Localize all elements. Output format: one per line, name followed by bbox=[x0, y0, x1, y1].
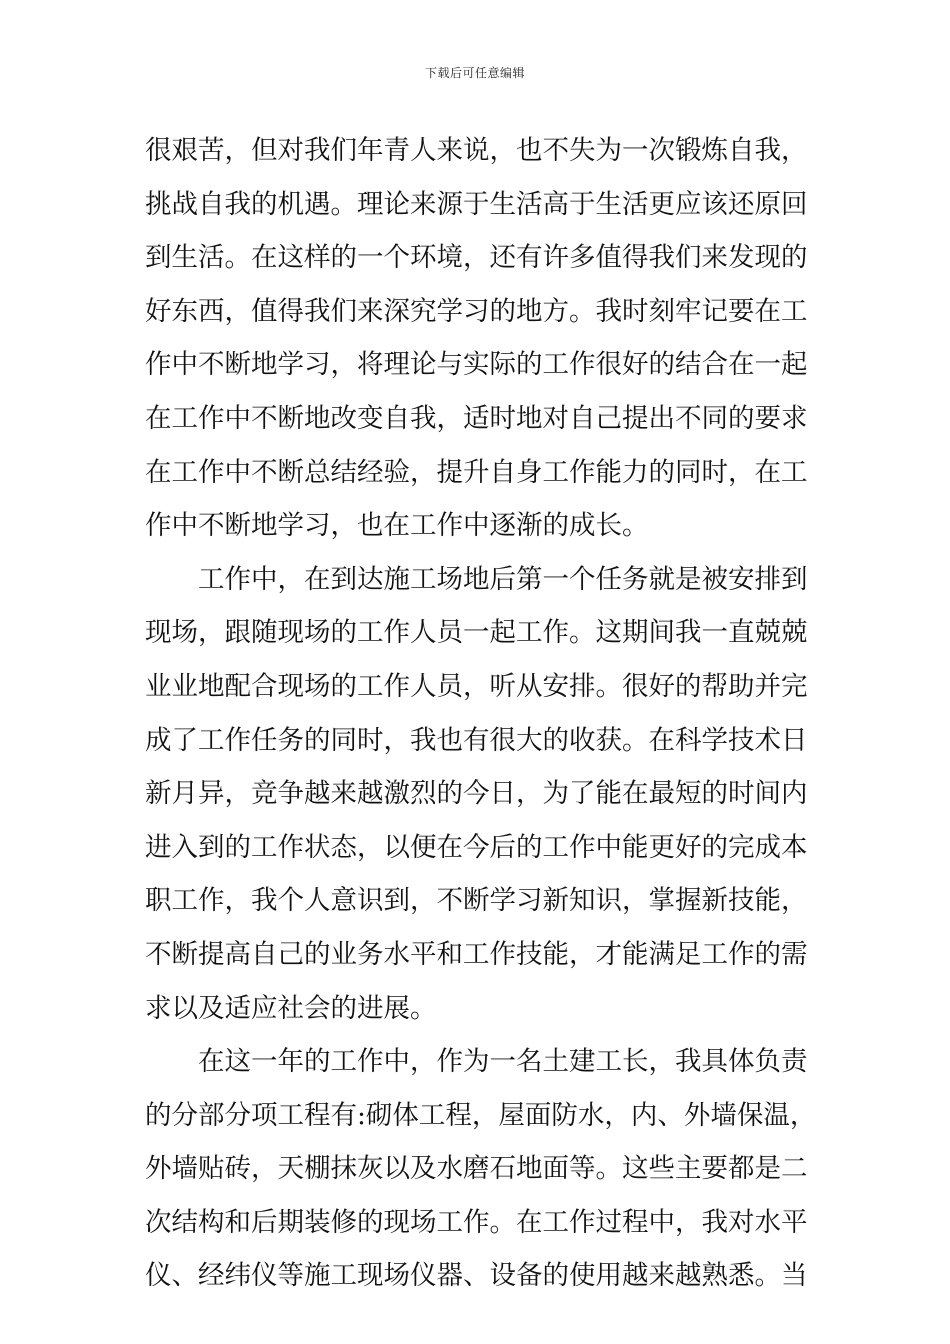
text-line: 业业地配合现场的工作人员，听从安排。很好的帮助并完 bbox=[145, 670, 808, 702]
text-line: 进入到的工作状态，以便在今后的工作中能更好的完成本 bbox=[145, 831, 808, 863]
text-line: 外墙贴砖，天棚抹灰以及水磨石地面等。这些主要都是二 bbox=[145, 1153, 808, 1185]
paragraph-1 bbox=[145, 124, 807, 553]
text-line: 挑战自我的机遇。理论来源于生活高于生活更应该还原回 bbox=[145, 188, 808, 220]
paragraph-3 bbox=[145, 1035, 817, 1303]
text-line: 在这一年的工作中，作为一名土建工长，我具体负责 bbox=[198, 1046, 808, 1078]
text-line: 作中不断地学习，将理论与实际的工作很好的结合在一起 bbox=[145, 349, 808, 381]
text-line: 成了工作任务的同时，我也有很大的收获。在科学技术日 bbox=[145, 724, 808, 756]
text-line: 职工作，我个人意识到，不断学习新知识，掌握新技能， bbox=[145, 885, 808, 917]
text-line: 在工作中不断总结经验，提升自身工作能力的同时，在工 bbox=[145, 456, 808, 488]
text-line: 新月异，竞争越来越激烈的今日，为了能在最短的时间内 bbox=[145, 778, 808, 810]
text-line: 工作中，在到达施工场地后第一个任务就是被安排到 bbox=[198, 563, 808, 595]
paragraph-2 bbox=[145, 553, 807, 1035]
header-note: 下载后可任意编辑 bbox=[424, 66, 525, 80]
text-line: 的分部分项工程有:砌体工程，屋面防水，内、外墙保温， bbox=[145, 1099, 817, 1131]
text-line: 好东西，值得我们来深究学习的地方。我时刻牢记要在工 bbox=[145, 295, 808, 327]
text-line: 作中不断地学习，也在工作中逐渐的成长。 bbox=[145, 510, 649, 542]
text-line: 不断提高自己的业务水平和工作技能，才能满足工作的需 bbox=[145, 938, 808, 970]
text-line: 仪、经纬仪等施工现场仪器、设备的使用越来越熟悉。当 bbox=[145, 1260, 808, 1292]
text-line: 次结构和后期装修的现场工作。在工作过程中，我对水平 bbox=[145, 1206, 808, 1238]
text-line: 到生活。在这样的一个环境，还有许多值得我们来发现的 bbox=[145, 242, 808, 274]
text-line: 在工作中不断地改变自我，适时地对自己提出不同的要求 bbox=[145, 402, 808, 434]
text-line: 很艰苦，但对我们年青人来说，也不失为一次锻炼自我， bbox=[145, 135, 808, 166]
document-body bbox=[145, 124, 817, 1303]
text-line: 求以及适应社会的进展。 bbox=[145, 992, 437, 1024]
text-line: 现场，跟随现场的工作人员一起工作。这期间我一直兢兢 bbox=[145, 617, 808, 649]
